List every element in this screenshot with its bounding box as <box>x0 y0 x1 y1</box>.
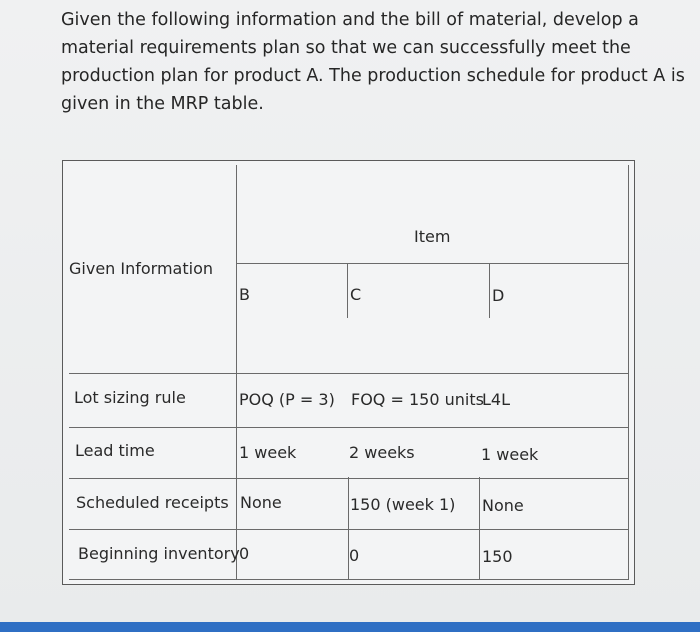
grid-line <box>236 263 628 264</box>
lead-time-b: 1 week <box>239 443 297 462</box>
beginning-inventory-b: 0 <box>239 544 250 563</box>
scheduled-receipts-b: None <box>240 493 282 512</box>
lead-time-c: 2 weeks <box>349 443 415 462</box>
beginning-inventory-d: 150 <box>482 547 513 566</box>
scheduled-receipts-d: None <box>482 496 524 515</box>
lot-sizing-c: FOQ = 150 units <box>351 390 484 409</box>
bottom-accent-bar <box>0 622 700 632</box>
intro-line: production plan for product A. The production schedule for product A is <box>61 66 685 86</box>
row-label-lot-sizing: Lot sizing rule <box>74 388 186 407</box>
grid-line <box>628 165 629 580</box>
lot-sizing-b: POQ (P = 3) <box>239 390 335 409</box>
lead-time-d: 1 week <box>481 445 539 464</box>
table-grid <box>69 165 628 580</box>
grid-line <box>347 263 348 318</box>
given-information-table <box>62 160 635 585</box>
header-item: Item <box>414 227 451 246</box>
header-given-information: Given Information <box>69 259 213 278</box>
intro-line: given in the MRP table. <box>61 94 264 114</box>
lot-sizing-d: L4L <box>482 390 511 409</box>
problem-statement <box>61 6 685 118</box>
grid-line <box>69 373 628 374</box>
item-d: D <box>492 286 505 305</box>
grid-line <box>69 579 628 580</box>
intro-line: material requirements plan so that we can successfully meet the <box>61 38 631 58</box>
beginning-inventory-c: 0 <box>349 546 360 565</box>
row-label-beginning-inventory: Beginning inventory <box>78 544 240 563</box>
row-label-lead-time: Lead time <box>75 441 155 460</box>
row-label-scheduled-receipts: Scheduled receipts <box>76 493 229 512</box>
item-b: B <box>239 285 250 304</box>
item-c: C <box>350 285 362 304</box>
grid-line <box>69 427 628 428</box>
grid-line <box>479 477 480 580</box>
scheduled-receipts-c: 150 (week 1) <box>350 495 456 514</box>
grid-line <box>489 263 490 318</box>
intro-line: Given the following information and the bill of material, develop a <box>61 10 639 30</box>
